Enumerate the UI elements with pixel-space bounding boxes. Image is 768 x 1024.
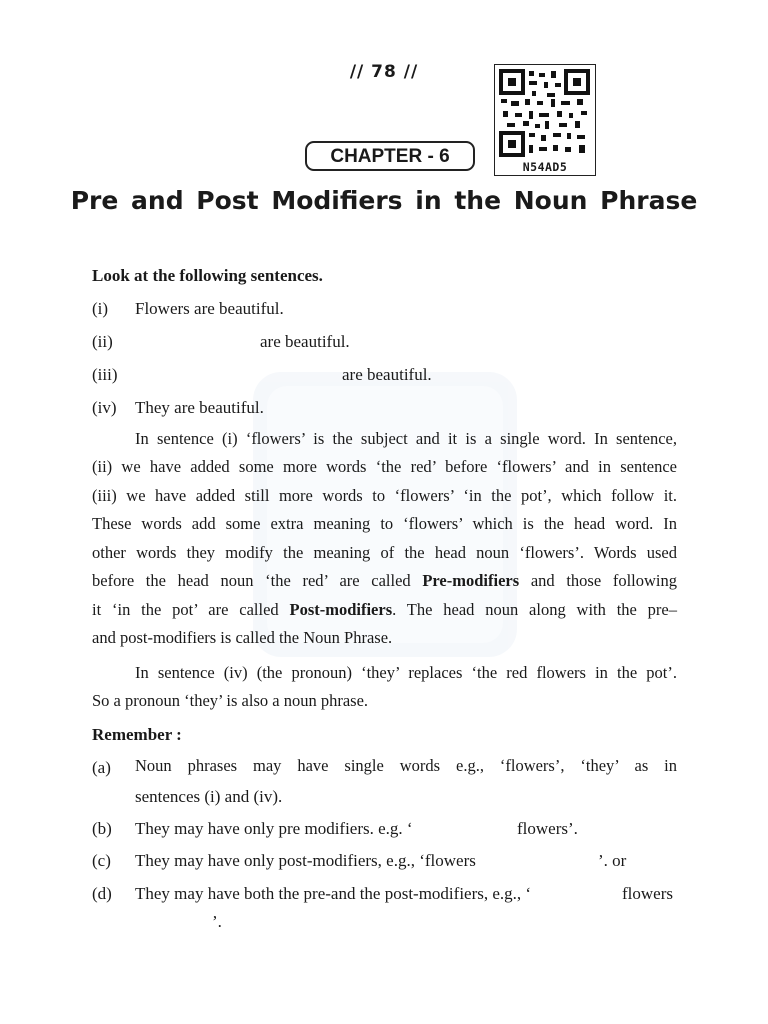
- remember-item-text: sentences (i) and (iv).: [135, 787, 283, 806]
- remember-item-text: ’. or: [598, 851, 627, 870]
- paragraph-line: In sentence (i) ‘flowers’ is the subject and it is a single word. In sentence,: [135, 429, 677, 448]
- paragraph-line: (ii) we have added some more words ‘the red’ before ‘flowers’ and in sentence: [92, 457, 677, 476]
- remember-item-text: They may have only pre modifiers. e.g. ‘: [135, 819, 413, 838]
- term-pre-modifiers: Pre-modifiers: [422, 571, 520, 590]
- remember-item-number: (d): [92, 884, 112, 903]
- sentence-number: (i): [92, 299, 109, 318]
- term-post-modifiers: Post-modifiers: [289, 600, 393, 619]
- paragraph-line: (iii) we have added still more words to ‘flowers’ ‘in the pot’, which follow it.: [92, 486, 677, 505]
- qr-code-label: N54AD5: [522, 160, 568, 174]
- paragraph-line: So a pronoun ‘they’ is also a noun phrase.: [92, 691, 369, 710]
- sentence-number: (ii): [92, 332, 113, 351]
- sentence-text: Flowers are beautiful.: [135, 299, 284, 318]
- chapter-label: CHAPTER - 6: [305, 141, 475, 171]
- paragraph-line: and post-modifiers is called the Noun Phrase.: [92, 628, 393, 647]
- page-title: Pre and Post Modifiers in the Noun Phrase: [70, 186, 698, 215]
- sentence-text: are beautiful.: [342, 365, 432, 384]
- remember-item-number: (a): [92, 758, 111, 777]
- paragraph-line: other words they modify the meaning of the head noun ‘flowers’. Words used: [92, 543, 677, 562]
- remember-item-number: (c): [92, 851, 111, 870]
- remember-item-text: Noun phrases may have single words e.g., ‘flowers’, ‘they’ as in: [135, 756, 677, 775]
- paragraph-line: These words add some extra meaning to ‘flowers’ which is the head word. In: [92, 514, 677, 533]
- remember-item-text: ’.: [212, 912, 222, 931]
- remember-heading: Remember :: [92, 725, 182, 744]
- sentence-number: (iii): [92, 365, 118, 384]
- page-number: // 78 //: [349, 62, 419, 82]
- paragraph-line: it ‘in the pot’ are called Post-modifiers. The head noun along with the pre–: [92, 600, 677, 619]
- remember-item-text: They may have both the pre-and the post-modifiers, e.g., ‘: [135, 884, 532, 903]
- sentence-text: They are beautiful.: [135, 398, 264, 417]
- remember-item-text: flowers’.: [517, 819, 578, 838]
- remember-item-number: (b): [92, 819, 112, 838]
- remember-item-text: They may have only post-modifiers, e.g., ‘flowers: [135, 851, 476, 870]
- qr-code[interactable]: [494, 64, 596, 176]
- intro-heading: Look at the following sentences.: [92, 266, 323, 285]
- sentence-text: are beautiful.: [260, 332, 350, 351]
- qr-code-icon: [499, 69, 590, 157]
- paragraph-line: In sentence (iv) (the pronoun) ‘they’ replaces ‘the red flowers in the pot’.: [135, 663, 677, 682]
- paragraph-line: before the head noun ‘the red’ are called Pre-modifiers and those following: [92, 571, 677, 590]
- remember-item-text: flowers: [622, 884, 673, 903]
- sentence-number: (iv): [92, 398, 117, 417]
